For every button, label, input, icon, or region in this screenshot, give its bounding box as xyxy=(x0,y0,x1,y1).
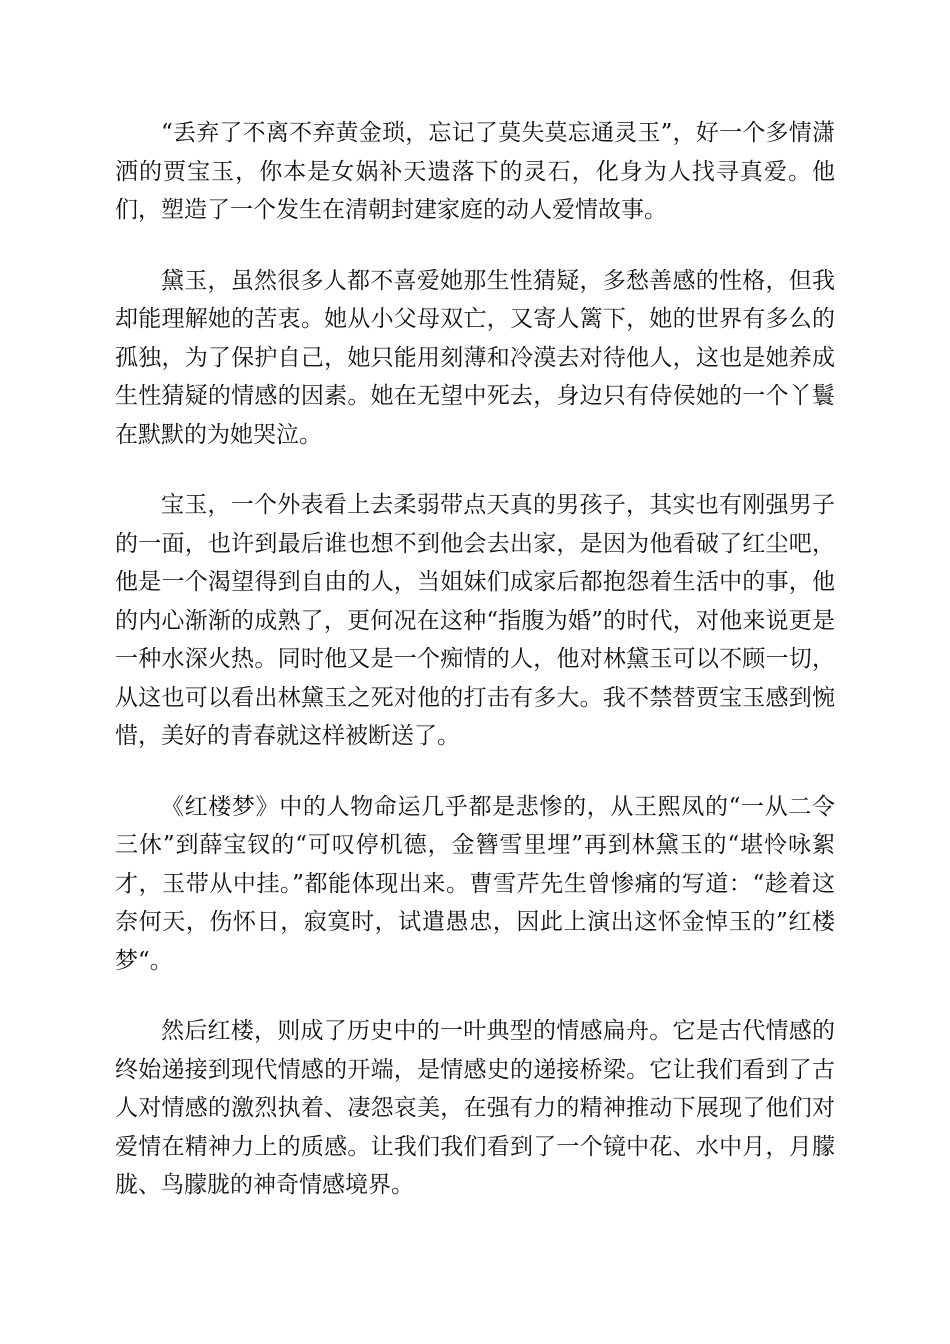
paragraph-3: 宝玉，一个外表看上去柔弱带点天真的男孩子，其实也有刚强男子的一面，也许到最后谁也想不到他会去出家，是因为他看破了红尘吧，他是一个渴望得到自由的人，当姐妹们成家后都抱怨着生活中的事，他的内心渐渐的成熟了，更何况在这种“指腹为婚”的时代，对他来说更是一种水深火热。同时他又是一个痴情的人，他对林黛玉可以不顾一切，从这也可以看出林黛玉之死对他的打击有多大。我不禁替贾宝玉感到惋惜，美好的青春就这样被断送了。 xyxy=(115,492,835,749)
paragraph-2: 黛玉，虽然很多人都不喜爱她那生性猜疑，多愁善感的性格，但我却能理解她的苦衷。她从小父母双亡，又寄人篱下，她的世界有多么的孤独，为了保护自己，她只能用刻薄和冷漠去对待他人，这也是她养成生性猜疑的情感的因素。她在无望中死去，身边只有侍侯她的一个丫鬟在默默的为她哭泣。 xyxy=(115,267,835,448)
paragraph-5: 然后红楼，则成了历史中的一叶典型的情感扁舟。它是古代情感的终始递接到现代情感的开端，是情感史的递接桥梁。它让我们看到了古人对情感的激烈执着、凄怨哀美，在强有力的精神推动下展现了他们对爱情在精神力上的质感。让我们我们看到了一个镜中花、水中月，月朦胧、鸟朦胧的神奇情感境界。 xyxy=(115,1018,835,1198)
essay-body xyxy=(115,114,835,1237)
paragraph-4: 《红楼梦》中的人物命运几乎都是悲惨的，从王熙凤的“一从二令三休”到薛宝钗的“可叹停机德，金簪雪里埋”再到林黛玉的“堪怜咏絮才，玉带从中挂。”都能体现出来。曹雪芹先生曾惨痛的写道：“趁着这奈何天，伤怀日，寂寞时，试遣愚忠，因此上演出这怀金悼玉的”红楼梦“。 xyxy=(115,793,835,974)
paragraph-1: “丢弃了不离不弃黄金琐，忘记了莫失莫忘通灵玉”，好一个多情潇洒的贾宝玉，你本是女娲补天遗落下的灵石，化身为人找寻真爱。他们，塑造了一个发生在清朝封建家庭的动人爱情故事。 xyxy=(115,120,835,223)
